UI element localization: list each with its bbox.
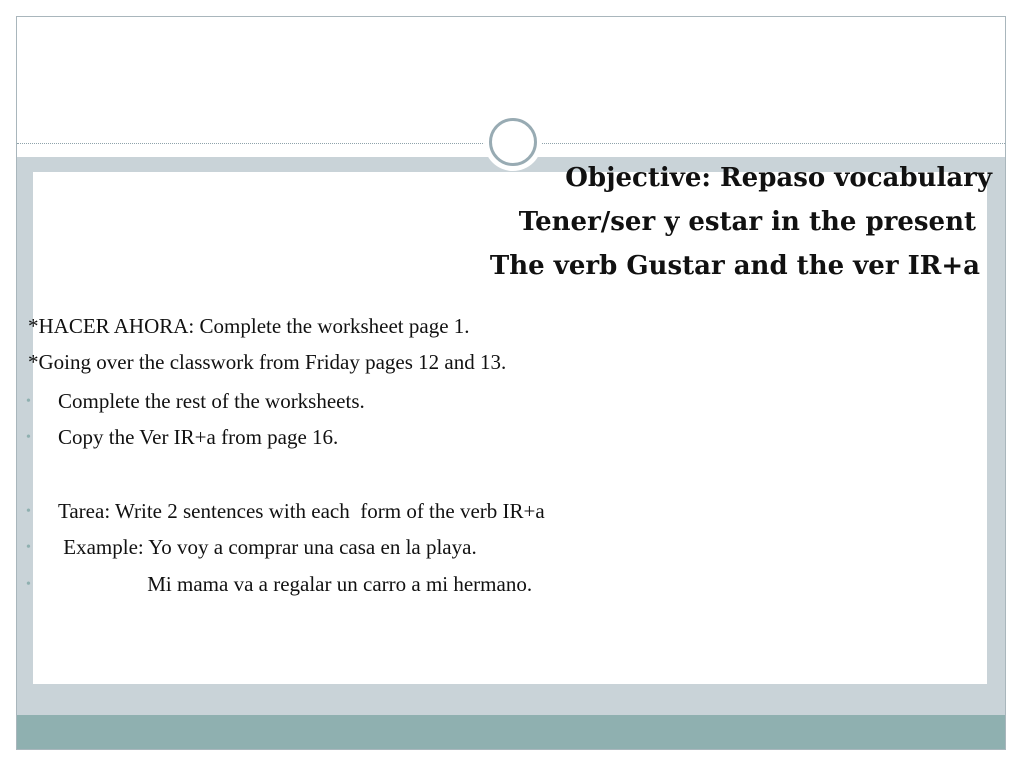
text-line-hacer-ahora: *HACER AHORA: Complete the worksheet page 1.: [28, 314, 470, 338]
bullet-text: Tarea: Write 2 sentences with each form of the verb IR+a: [58, 499, 545, 523]
bullet-icon: •: [26, 540, 31, 555]
bullet-item: [26, 427, 338, 448]
bullet-item: [26, 391, 365, 412]
slide-title-tener-ser-estar: Tener/ser y estar in the present: [518, 207, 976, 237]
slide-title-objective: Objective: Repaso vocabulary: [565, 163, 992, 193]
bullet-icon: •: [26, 504, 31, 519]
bullet-text: Mi mama va a regalar un carro a mi hermano.: [58, 572, 533, 596]
bullet-text: Copy the Ver IR+a from page 16.: [58, 425, 339, 449]
text-line-classwork: *Going over the classwork from Friday pages 12 and 13.: [28, 350, 507, 374]
bullet-text: Complete the rest of the worksheets.: [58, 389, 365, 413]
bullet-icon: •: [26, 430, 31, 445]
ring-ornament-icon: [489, 118, 537, 166]
footer-band: [17, 715, 1005, 750]
slide: [16, 16, 1006, 750]
bullet-text: Example: Yo voy a comprar una casa en la playa.: [58, 535, 477, 559]
bullet-item: [26, 574, 532, 595]
bullet-item: [26, 537, 477, 558]
slide-title-gustar-ir: The verb Gustar and the ver IR+a: [489, 251, 980, 281]
bullet-icon: •: [26, 577, 31, 592]
bullet-icon: •: [26, 394, 31, 409]
bullet-item: [26, 501, 545, 522]
